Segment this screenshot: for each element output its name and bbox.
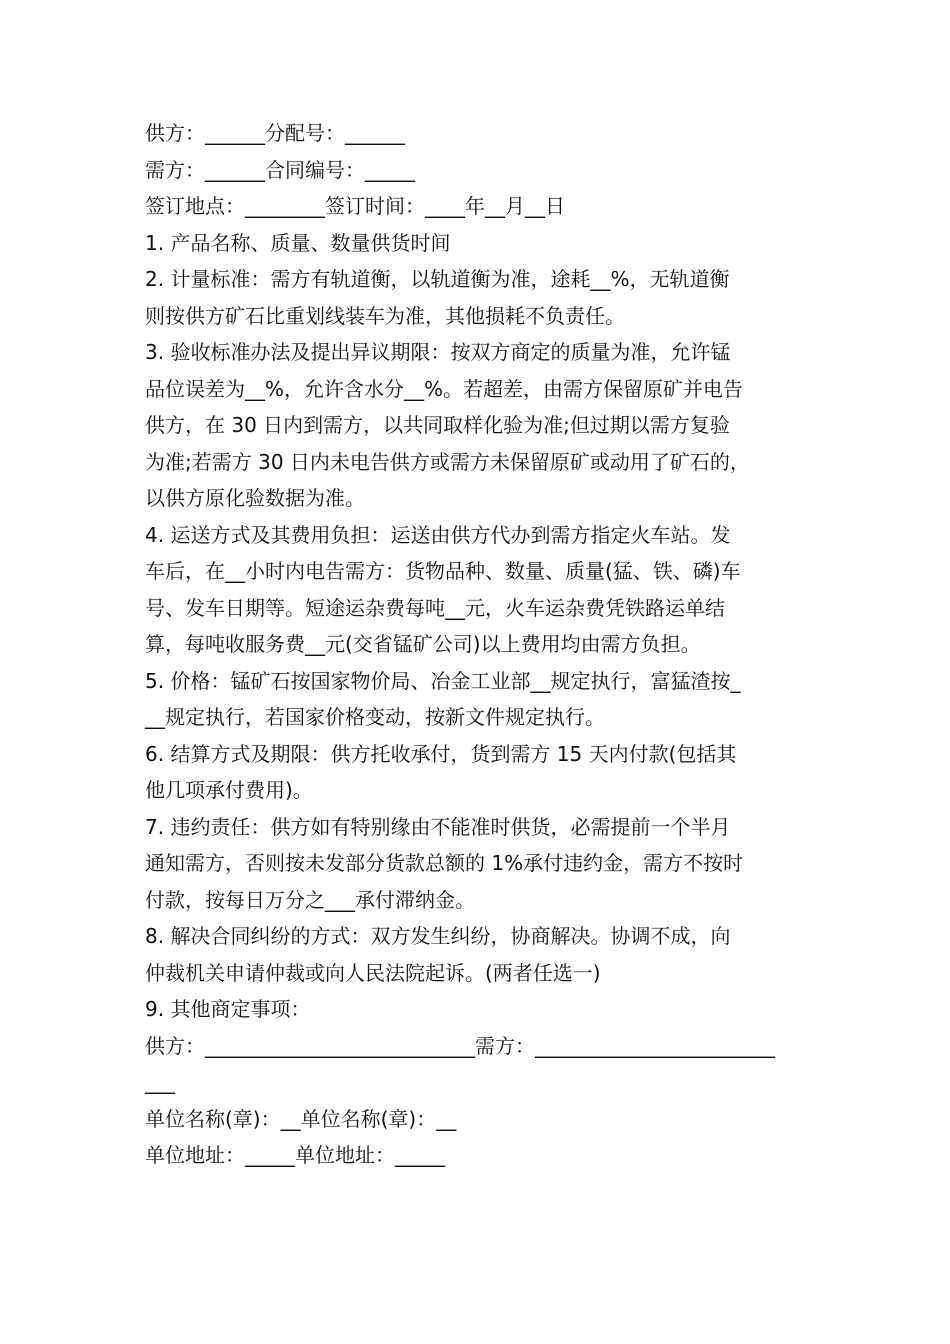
clause-4-line: 号、发车日期等。短途运杂费每吨__元，火车运杂费凭铁路运单结 — [145, 595, 725, 620]
signature-block — [145, 1028, 815, 1174]
clause-3-line: 以供方原化验数据为准。 — [145, 486, 365, 510]
clause-7-line: 通知需方，否则按未发部分货款总额的 1%承付违约金，需方不按时 — [145, 851, 744, 875]
clause-4-line: 4. 运送方式及其费用负担：运送由供方代办到需方指定火车站。发 — [145, 522, 731, 547]
clause-5 — [145, 663, 815, 736]
clause-3-line: 品位误差为__%，允许含水分__%。若超差，由需方保留原矿并电告 — [145, 376, 744, 401]
clause-3-line: 为准;若需方 30 日内未电告供方或需方未保留原矿或动用了矿石的， — [145, 449, 750, 474]
clause-6-line: 6. 结算方式及期限：供方托收承付，货到需方 15 天内付款(包括其 — [145, 741, 737, 766]
clause-7 — [145, 809, 815, 919]
clause-7-line: 付款，按每日万分之___承付滞纳金。 — [145, 887, 475, 912]
clause-8 — [145, 918, 815, 991]
signature-continuation-line: ___ — [145, 1070, 175, 1094]
clause-7-line: 7. 违约责任：供方如有特别缘由不能准时供货，必需提前一个半月 — [145, 814, 731, 839]
clause-6 — [145, 736, 815, 809]
buyer-line: 需方：______合同编号：_____ — [145, 157, 415, 182]
signing-place-time-line: 签订地点：________签订时间：____年__月__日 — [145, 194, 565, 218]
clause-5-line: 5. 价格：锰矿石按国家物价局、冶金工业部__规定执行，富猛渣按_ — [145, 668, 741, 693]
clause-6-line: 他几项承付费用)。 — [145, 778, 313, 802]
clause-2-line: 则按供方矿石比重划线装车为准，其他损耗不负责任。 — [145, 303, 625, 328]
clause-5-line: __规定执行，若国家价格变动，按新文件规定执行。 — [145, 705, 605, 729]
clause-1: 1. 产品名称、质量、数量供货时间 — [145, 230, 451, 255]
contract-body — [145, 115, 815, 1174]
clause-3-line: 供方，在 30 日内到需方，以共同取样化验为准;但过期以需方复验 — [145, 413, 730, 437]
clause-4-line: 车后，在__小时内电告需方：货物品种、数量、质量(猛、铁、磷)车 — [145, 559, 741, 583]
clause-3 — [145, 334, 815, 517]
clause-8-line: 仲裁机关申请仲裁或向人民法院起诉。(两者任选一) — [145, 960, 601, 985]
clause-8-line: 8. 解决合同纠纷的方式：双方发生纠纷，协商解决。协调不成，向 — [145, 924, 731, 948]
clause-3-line: 3. 验收标准办法及提出异议期限：按双方商定的质量为准，允许锰 — [145, 340, 731, 364]
signature-parties-line: 供方：___________________________需方：________________________ — [145, 1033, 775, 1058]
unit-name-line: 单位名称(章)：__单位名称(章)：__ — [145, 1106, 457, 1131]
clause-9: 9. 其他商定事项： — [145, 997, 311, 1021]
clause-4 — [145, 517, 815, 663]
unit-address-line: 单位地址：_____单位地址：_____ — [145, 1143, 445, 1167]
clause-2 — [145, 261, 815, 334]
clause-4-line: 算，每吨收服务费__元(交省锰矿公司)以上费用均由需方负担。 — [145, 632, 701, 656]
clause-2-line: 2. 计量标准：需方有轨道衡，以轨道衡为准，途耗__%，无轨道衡 — [145, 267, 730, 291]
supplier-line: 供方：______分配号：______ — [145, 121, 405, 145]
